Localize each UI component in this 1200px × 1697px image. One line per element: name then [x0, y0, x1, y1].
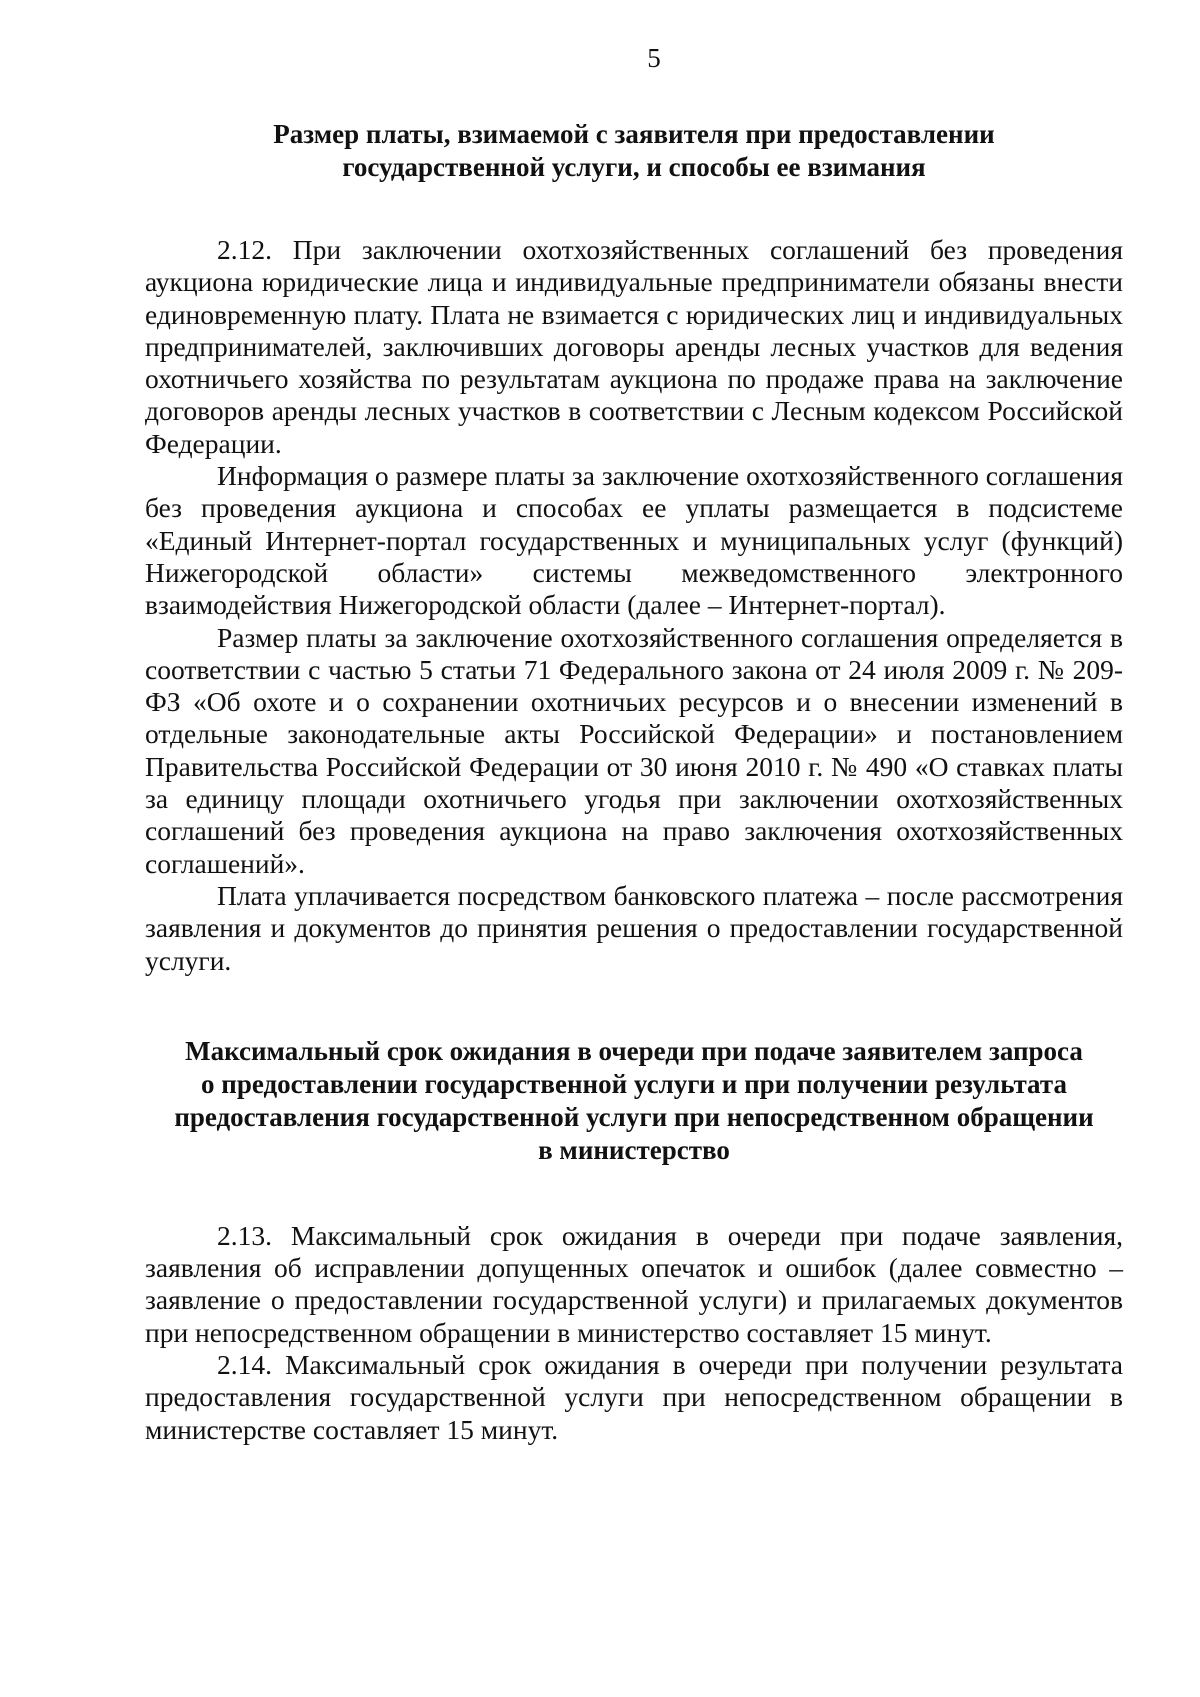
- heading-line: в министерство: [538, 1134, 730, 1165]
- heading-line: Размер платы, взимаемой с заявителя при предоставлении: [273, 119, 995, 149]
- paragraph-fee-amount: Размер платы за заключение охотхозяйственного соглашения определяется в соответствии с частью 5 статьи 71 Федерального закона от 24 июля 2009 г. № 209-ФЗ «Об охоте и о сохранении охотничьих ресурсов и о внесении изменений в отдельные законодательные акты Российской Федерации» и постановлением Правительства Российской Федерации от 30 июня 2010 г. № 490 «О ставках платы за единицу площади охотничьего угодья при заключении охотхозяйственных соглашений без проведения аукциона на право заключения охотхозяйственных соглашений».: [145, 621, 1123, 879]
- paragraph-fee-payment: Плата уплачивается посредством банковского платежа – после рассмотрения заявления и документов до принятия решения о предоставлении государственной услуги.: [145, 879, 1123, 976]
- paragraph-fee-info: Информация о размере платы за заключение охотхозяйственного соглашения без проведения аукциона и способах ее уплаты размещается в подсистеме «Единый Интернет-портал государственных и муниципальных услуг (функций) Нижегородской области» системы межведомственного электронного взаимодействия Нижегородской области (далее – Интернет-портал).: [145, 460, 1123, 621]
- section-queue-heading: [145, 1035, 1123, 1167]
- document-page: [145, 40, 1123, 1446]
- section-fee: [145, 118, 1123, 977]
- heading-line: о предоставлении государственной услуги и при получении результата: [201, 1068, 1067, 1099]
- section-fee-heading: [145, 118, 1123, 184]
- paragraph-2-13: 2.13. Максимальный срок ожидания в очереди при подаче заявления, заявления об исправлении допущенных опечаток и ошибок (далее совместно – заявление о предоставлении государственной услуги) и прилагаемых документов при непосредственном обращении в министерство составляет 15 минут.: [145, 1219, 1123, 1348]
- section-queue: [145, 1035, 1123, 1446]
- heading-line: государственной услуги, и способы ее взимания: [342, 152, 926, 182]
- paragraph-2-14: 2.14. Максимальный срок ожидания в очереди при получении результата предоставления государственной услуги при непосредственном обращении в министерстве составляет 15 минут.: [145, 1349, 1123, 1445]
- page-number: 5: [647, 43, 661, 73]
- heading-line: предоставления государственной услуги при непосредственном обращении: [174, 1101, 1094, 1132]
- heading-line: Максимальный срок ожидания в очереди при подаче заявителем запроса: [185, 1035, 1083, 1066]
- paragraph-2-12: 2.12. При заключении охотхозяйственных соглашений без проведения аукциона юридические лица и индивидуальные предприниматели обязаны внести единовременную плату. Плата не взимается с юридических лиц и индивидуальных предпринимателей, заключивших договоры аренды лесных участков для ведения охотничьего хозяйства по результатам аукциона по продаже права на заключение договоров аренды лесных участков в соответствии с Лесным кодексом Российской Федерации.: [145, 234, 1123, 459]
